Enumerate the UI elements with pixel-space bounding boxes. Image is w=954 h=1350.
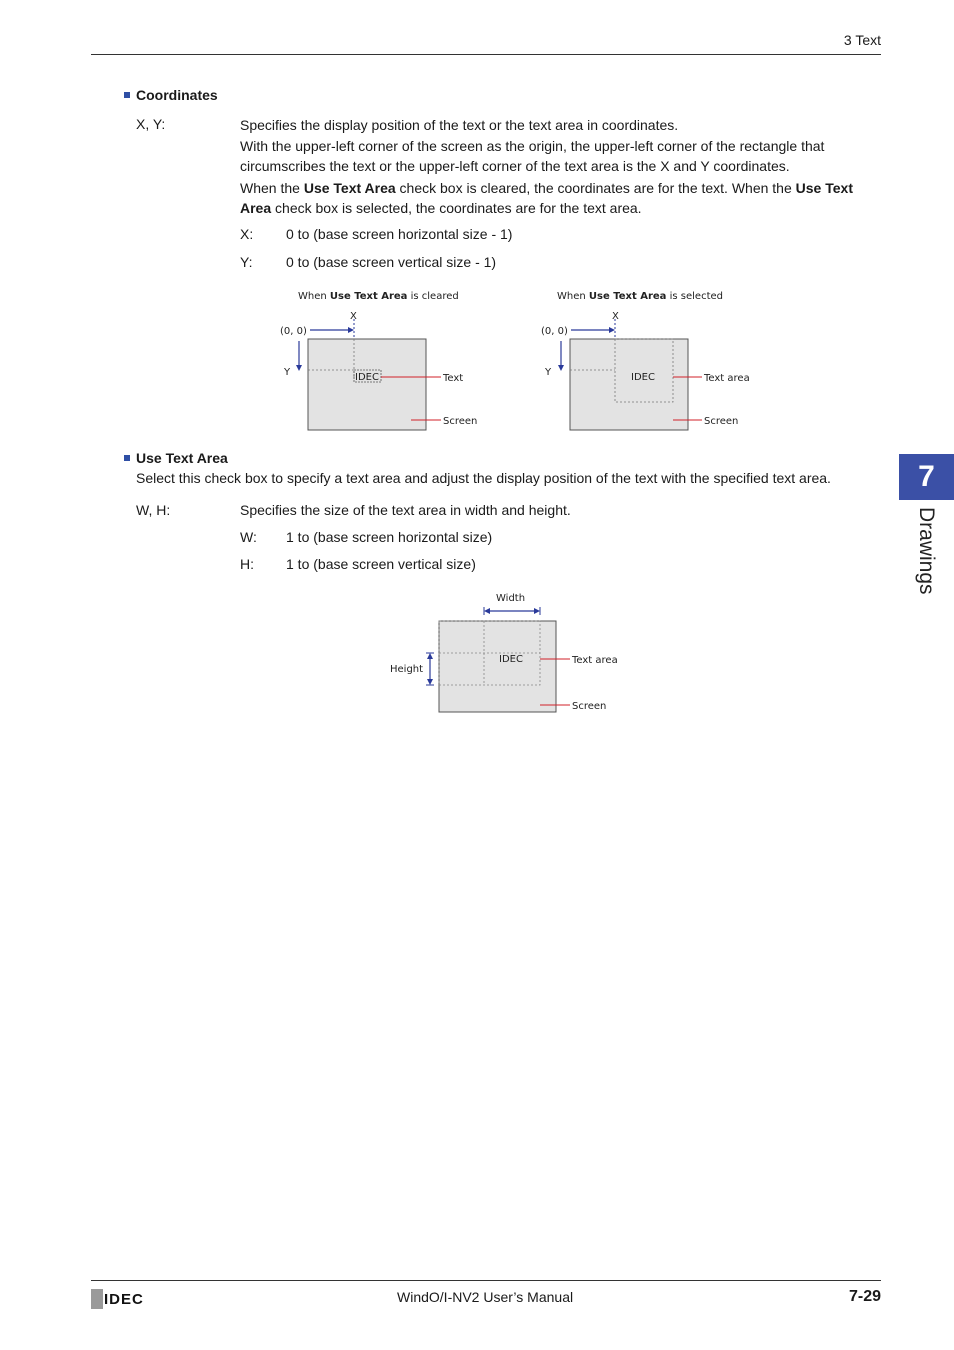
y-label: Y:: [240, 254, 253, 270]
diagram3-height-label: Height: [390, 664, 424, 675]
xy-desc3: When the Use Text Area check box is cleared, the coordinates are for the text. When the Use Text Area check box is selected, the coordinates are for the text area.: [240, 180, 853, 216]
xy-desc1: Specifies the display position of the text or the text area in coordinates.: [240, 117, 679, 133]
diagram2-caption: When Use Text Area is selected: [557, 291, 723, 302]
xy-desc2: With the upper-left corner of the screen as the origin, the upper-left corner of the rectangle that circumscribes the text or the upper-left corner of the text area is the X and Y coordinates.: [240, 138, 825, 174]
x-label: X:: [240, 226, 254, 242]
diagram2-idec-text: IDEC: [631, 372, 655, 383]
header-section-title: 3 Text: [843, 32, 881, 48]
idec-logo: [91, 1289, 151, 1309]
diagram1-origin-label: (0, 0): [280, 326, 307, 337]
w-label: W:: [240, 529, 257, 545]
chapter-tab-number: 7: [899, 454, 954, 500]
diagram2-screen-label: Screen: [704, 416, 739, 427]
footer-page-number: 7-29: [848, 1288, 881, 1305]
diagram2-x-label: X: [612, 311, 619, 322]
footer-manual-title: WindO/I-NV2 User’s Manual: [397, 1289, 574, 1305]
chapter-title-text: Drawings: [915, 507, 938, 595]
h-range: 1 to (base screen vertical size): [286, 556, 476, 572]
diagram2-screen: [570, 339, 688, 430]
diagram1-x-label: X: [350, 311, 357, 322]
bullet-icon: [124, 92, 130, 98]
chapter-tab-title: [900, 505, 952, 605]
use-text-area-desc: Select this check box to specify a text area and adjust the display position of the text with the specified text area.: [136, 470, 831, 486]
bullet-icon: [124, 455, 130, 461]
diagram3-text-area-label: Text area: [572, 655, 618, 666]
footer-rule: [91, 1280, 881, 1281]
wh-label: W, H:: [136, 502, 171, 518]
diagram-text-area-selected: [531, 284, 771, 434]
y-range: 0 to (base screen vertical size - 1): [286, 254, 497, 270]
use-text-area-heading: Use Text Area: [124, 450, 228, 466]
xy-label: X, Y:: [136, 116, 166, 132]
diagram1-screen-label: Screen: [443, 416, 478, 427]
diagram3-idec-text: IDEC: [499, 654, 523, 665]
coordinates-heading: Coordinates: [124, 87, 218, 103]
w-range: 1 to (base screen horizontal size): [286, 529, 493, 545]
diagram1-idec-text: IDEC: [355, 372, 379, 383]
idec-logo-text: IDEC: [104, 1291, 144, 1308]
diagram1-caption: When Use Text Area is cleared: [298, 291, 459, 302]
diagram3-screen: [439, 621, 556, 712]
diagram1-screen: [308, 339, 426, 430]
diagram2-text-area-label: Text area: [704, 373, 750, 384]
x-range: 0 to (base screen horizontal size - 1): [286, 226, 513, 242]
header-rule: [91, 54, 881, 55]
diagram2-y-label: Y: [545, 367, 552, 378]
diagram3-screen-label: Screen: [572, 701, 607, 712]
diagram1-text-label: Text: [443, 373, 464, 384]
diagram-width-height: [385, 587, 635, 717]
diagram2-origin-label: (0, 0): [541, 326, 568, 337]
h-label: H:: [240, 556, 254, 572]
wh-desc: Specifies the size of the text area in width and height.: [240, 502, 571, 518]
diagram3-width-label: Width: [496, 593, 526, 604]
diagram1-y-label: Y: [284, 367, 291, 378]
diagram-text-cleared: [270, 284, 500, 434]
